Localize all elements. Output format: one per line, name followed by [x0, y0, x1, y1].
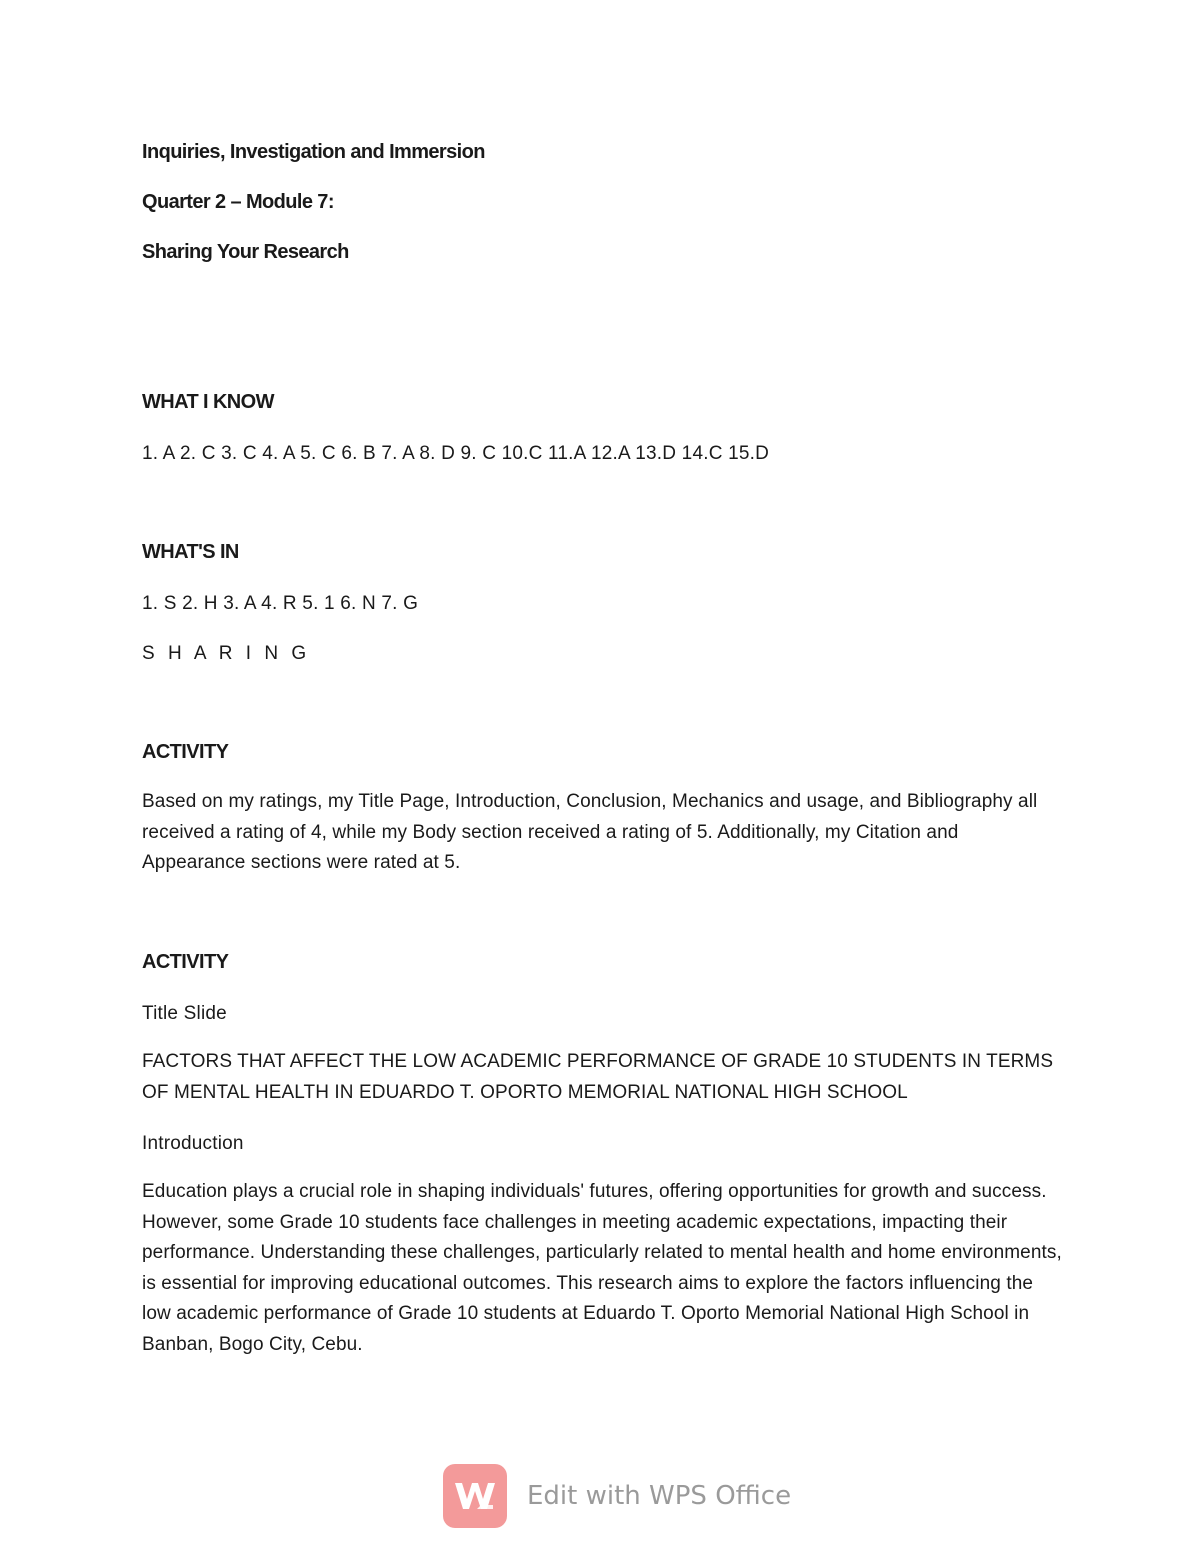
wps-edit-label[interactable]: Edit with WPS Office	[527, 1481, 792, 1511]
research-title: FACTORS THAT AFFECT THE LOW ACADEMIC PERFORMANCE OF GRADE 10 STUDENTS IN TERMS OF MENTAL HEALTH IN EDUARDO T. OPORTO MEMORIAL NATIONAL HIGH SCHOOL	[142, 1051, 1054, 1103]
what-i-know-answers: 1. A 2. C 3. C 4. A 5. C 6. B 7. A 8. D 9. C 10.C 11.A 12.A 13.D 14.C 15.D	[142, 443, 770, 464]
activity-heading-2: ACTIVITY	[142, 951, 229, 973]
title-slide-label: Title Slide	[142, 1003, 227, 1024]
wps-edit-badge[interactable]	[443, 1464, 791, 1528]
lesson-title: Sharing Your Research	[142, 241, 349, 263]
introduction-label: Introduction	[142, 1133, 244, 1154]
whats-in-heading: WHAT'S IN	[142, 541, 239, 563]
wps-logo-icon	[443, 1464, 507, 1528]
module-title: Quarter 2 – Module 7:	[142, 191, 334, 213]
activity-ratings-text: Based on my ratings, my Title Page, Introduction, Conclusion, Mechanics and usage, and Bibliography all received a rating of 4, while my Body section received a rating of 5. Additionally, my Citation and Appearance sections were rated at 5.	[142, 791, 1038, 873]
what-i-know-heading: WHAT I KNOW	[142, 391, 274, 413]
whats-in-word: S H A R I N G	[142, 643, 311, 664]
subject-title: Inquiries, Investigation and Immersion	[142, 141, 485, 163]
whats-in-answers: 1. S 2. H 3. A 4. R 5. 1 6. N 7. G	[142, 593, 419, 614]
activity-heading: ACTIVITY	[142, 741, 229, 763]
introduction-text: Education plays a crucial role in shaping individuals' futures, offering opportunities for growth and success. However, some Grade 10 students face challenges in meeting academic expectations, impacting their performance. Understanding these challenges, particularly related to mental health and home environments, is essential for improving educational outcomes. This research aims to explore the factors influencing the low academic performance of Grade 10 students at Eduardo T. Oporto Memorial National High School in Banban, Bogo City, Cebu.	[142, 1181, 1062, 1355]
